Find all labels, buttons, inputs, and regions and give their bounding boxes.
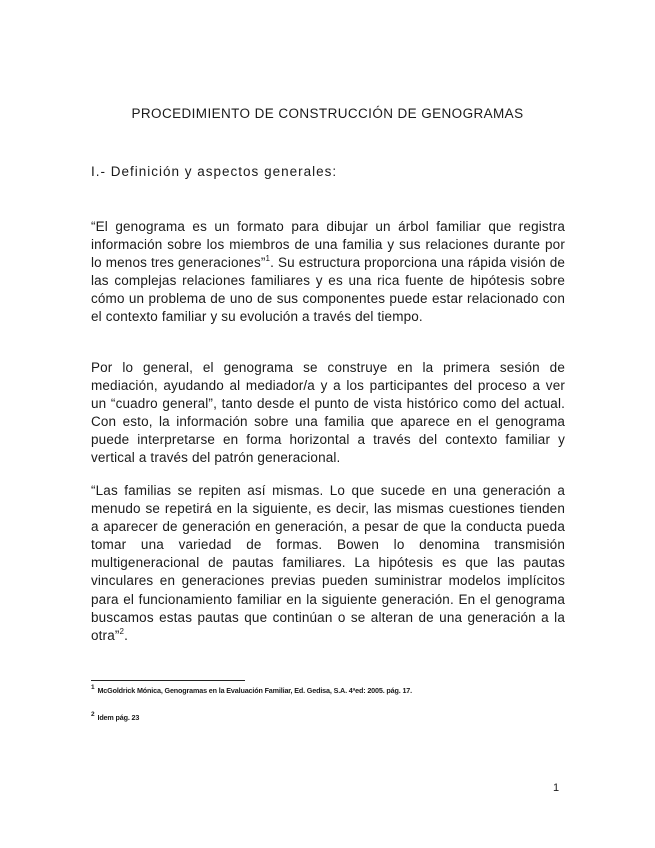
paragraph-3-text-b: . (124, 627, 129, 643)
footnote-2-text: Idem pág. 23 (97, 713, 140, 722)
footnote-separator (91, 680, 245, 681)
document-title: PROCEDIMIENTO DE CONSTRUCCIÓN DE GENOGRAMAS (131, 106, 524, 121)
paragraph-2: Por lo general, el genograma se construye en la primera sesión de mediación, ayudando al mediador/a y a los participantes del proceso a ver un “cuadro general”, tanto desde el punto de vista histórico como del actual. Con esto, la información sobre una familia que aparece en el genograma puede interpretarse en forma horizontal a través del contexto familiar y vertical a través del patrón generacional. (91, 360, 565, 466)
footnote-2-number: 2 (91, 711, 95, 718)
footnote-ref-1[interactable]: 1 (265, 254, 271, 264)
paragraph-1-text-a: “El genograma es un formato para dibujar un árbol familiar que registra información sobre los miembros de una familia y sus relaciones durante por lo menos tres generaciones” (91, 219, 565, 271)
page-number: 1 (553, 782, 560, 794)
footnote-1-text: McGoldrick Mónica, Genogramas en la Evaluación Familiar, Ed. Gedisa, S.A. 4ªed: 2005. pág. 17. (97, 686, 412, 695)
paragraph-3 (91, 482, 565, 645)
paragraph-3-text-a: “Las familias se repiten así mismas. Lo que sucede en una generación a menudo se repetirá en la siguiente, es decir, las mismas cuestiones tienden a aparecer de generación en generación, a pesar de que la conducta pueda tomar una variedad de formas. Bowen lo denomina transmisión multigeneracional de pautas familiares. La hipótesis es que las pautas vinculares en generaciones previas pueden suministrar modelos implícitos para el funcionamiento familiar en la siguiente generación. En el genograma buscamos estas pautas que continúan o se alteran de una generación a la otra” (91, 483, 565, 643)
footnote-1 (91, 686, 412, 695)
footnote-1-number: 1 (91, 684, 95, 691)
paragraph-1 (91, 218, 565, 327)
paragraph-1-text-b: . Su estructura proporciona una rápida visión de las complejas relaciones familiares y es una rica fuente de hipótesis sobre cómo un problema de uno de sus componentes puede estar relacionado con el contexto familiar y su evolución a través del tiempo. (91, 255, 566, 325)
footnote-2 (91, 713, 139, 722)
footnote-ref-2[interactable]: 2 (119, 626, 125, 636)
section-heading: I.- Definición y aspectos generales: (91, 164, 338, 179)
